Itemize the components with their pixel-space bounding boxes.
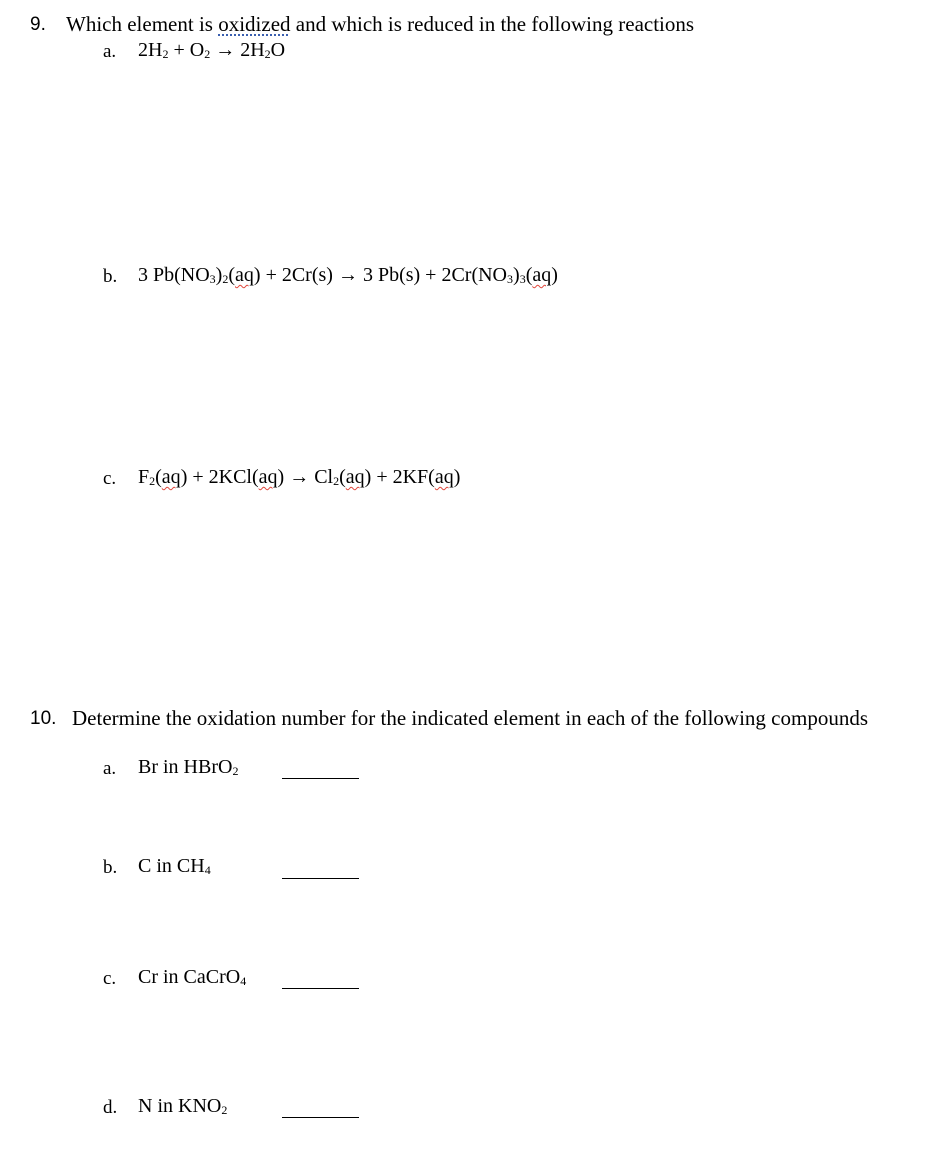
question-10-text: Determine the oxidation number for the indicated element in each of the following compounds xyxy=(72,706,869,730)
question-10a-text: Br in HBrO$_2$ xyxy=(138,756,239,778)
answer-blank-10c[interactable] xyxy=(282,988,359,989)
question-10c-text: Cr in CaCrO$_4$ xyxy=(138,966,247,988)
question-10d-text: N in $KNO_2$ xyxy=(138,1095,228,1117)
question-9a-label: a. xyxy=(103,41,117,62)
answer-blank-10b[interactable] xyxy=(282,878,359,879)
question-9b-label: b. xyxy=(103,266,118,287)
question-9c-label: c. xyxy=(103,468,117,489)
question-10a-label: a. xyxy=(103,758,117,779)
question-10d-label: d. xyxy=(103,1097,118,1118)
question-10b-text: C in $CH_4$ xyxy=(138,855,211,877)
question-9-number: 9. xyxy=(30,14,46,35)
answer-blank-10a[interactable] xyxy=(282,778,359,779)
answer-blank-10d[interactable] xyxy=(282,1117,359,1118)
question-10c-label: c. xyxy=(103,968,117,989)
grammar-flag: oxidized xyxy=(218,12,291,36)
question-9b-equation: 3 $Pb(NO_3)_2(aq) + 2Cr(s) \to 3$ $Pb(s) + 2Cr(NO_3)_3(aq)$ xyxy=(138,264,558,286)
question-9a-equation: $2H_2 + O_2 \to 2H_2O$ xyxy=(138,39,286,61)
question-10-number: 10. xyxy=(30,708,57,729)
question-9-text: Which element is oxidized and which is reduced in the following reactions xyxy=(66,12,695,36)
question-10b-label: b. xyxy=(103,857,118,878)
question-9c-equation: $F_2(aq) + 2KCl(aq) \to Cl_2(aq) + 2KF(aq)$ xyxy=(138,466,461,488)
